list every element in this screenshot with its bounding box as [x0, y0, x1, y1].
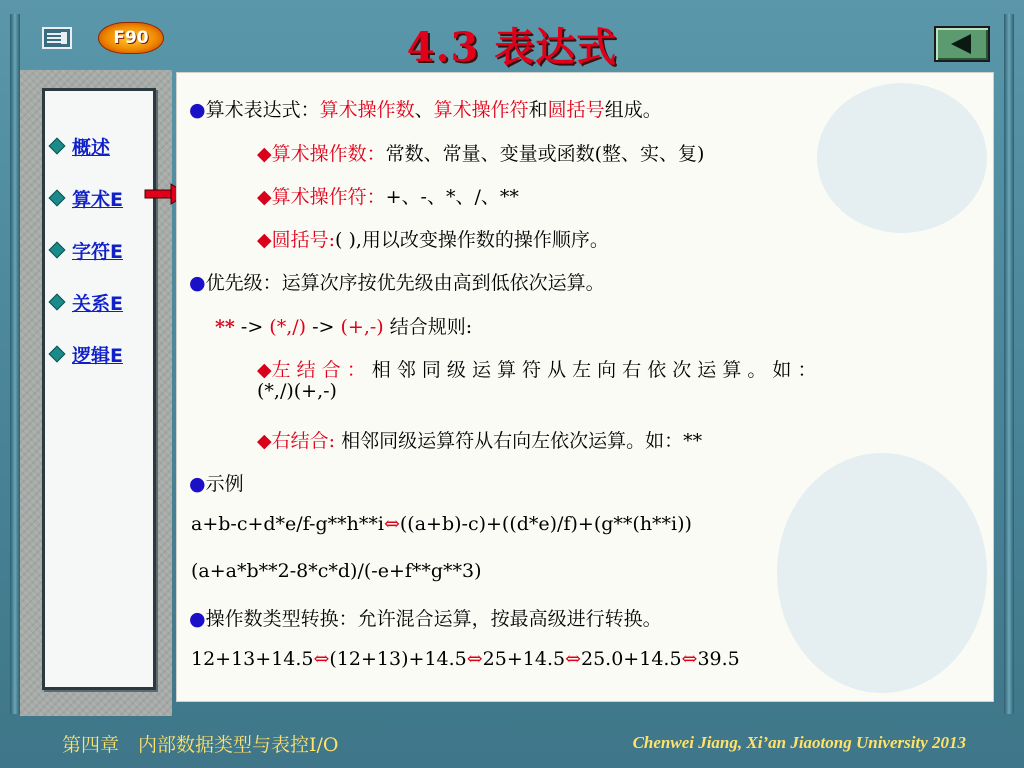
nav-label: 字符E: [72, 240, 123, 263]
right-border: [1004, 14, 1014, 714]
background-bubble: [777, 453, 987, 693]
line-arith-expr: ●算术表达式：算术操作数、算术操作符和圆括号组成。: [189, 99, 662, 121]
line-right-assoc: ◆右结合: 相邻同级运算符从右向左依次运算。如：**: [257, 430, 703, 452]
line-example-1: a+b-c+d*e/f-g**h**i⇔((a+b)-c)+((d*e)/f)+(g**(h**i)): [191, 513, 692, 535]
nav-label: 算术E: [72, 188, 123, 211]
line-operator: ◆算术操作符：+、-、*、/、**: [257, 186, 519, 208]
diamond-bullet-icon: [49, 190, 66, 207]
line-left-assoc-example: (*,/)(+,-): [257, 380, 337, 402]
diamond-bullet-icon: [49, 138, 66, 155]
nav-label: 概述: [72, 136, 111, 159]
diamond-bullet-icon: [49, 346, 66, 363]
left-border: [10, 14, 20, 714]
nav-item-relational[interactable]: [51, 287, 123, 317]
nav-item-overview[interactable]: [51, 131, 110, 161]
background-bubble: [817, 83, 987, 233]
line-operand: ◆算术操作数：常数、常量、变量或函数(整、实、复): [257, 143, 705, 165]
line-parentheses: ◆圆括号:( ),用以改变操作数的操作顺序。: [257, 229, 609, 251]
line-precedence: ●优先级：运算次序按优先级由高到低依次运算。: [189, 272, 605, 294]
f90-logo: F90: [98, 22, 164, 54]
line-example-2: (a+a*b**2-8*c*d)/(-e+f**g**3): [191, 560, 482, 582]
nav-item-logical[interactable]: [51, 339, 123, 369]
page-title: 4.3 表达式: [406, 24, 618, 71]
diamond-bullet-icon: [49, 294, 66, 311]
line-type-conversion: ●操作数类型转换：允许混合运算，按最高级进行转换。: [189, 608, 662, 630]
diamond-bullet-icon: [49, 242, 66, 259]
line-left-assoc: ◆左 结 合 ： 相 邻 同 级 运 算 符 从 左 向 右 依 次 运 算 。 如 ：: [257, 359, 817, 381]
content-panel: [176, 72, 994, 702]
nav-label: 逻辑E: [72, 344, 123, 367]
line-precedence-rule: ** -> (*,/) -> (+,-) 结合规则:: [215, 316, 473, 338]
nav-item-arithmetic[interactable]: [51, 183, 123, 213]
nav-item-character[interactable]: [51, 235, 123, 265]
header: [20, 14, 1004, 70]
line-conversion-example: 12+13+14.5⇔(12+13)+14.5⇔25+14.5⇔25.0+14.5⇔39.5: [191, 648, 740, 670]
line-example-heading: ●示例: [189, 473, 244, 495]
back-arrow-icon[interactable]: [934, 26, 990, 62]
sidebar-nav: [42, 88, 156, 690]
footer-credit: Chenwei Jiang, Xi’an Jiaotong University 2013: [632, 733, 966, 752]
nav-label: 关系E: [72, 292, 123, 315]
footer-chapter: 第四章 内部数据类型与表控I/O: [62, 734, 339, 756]
